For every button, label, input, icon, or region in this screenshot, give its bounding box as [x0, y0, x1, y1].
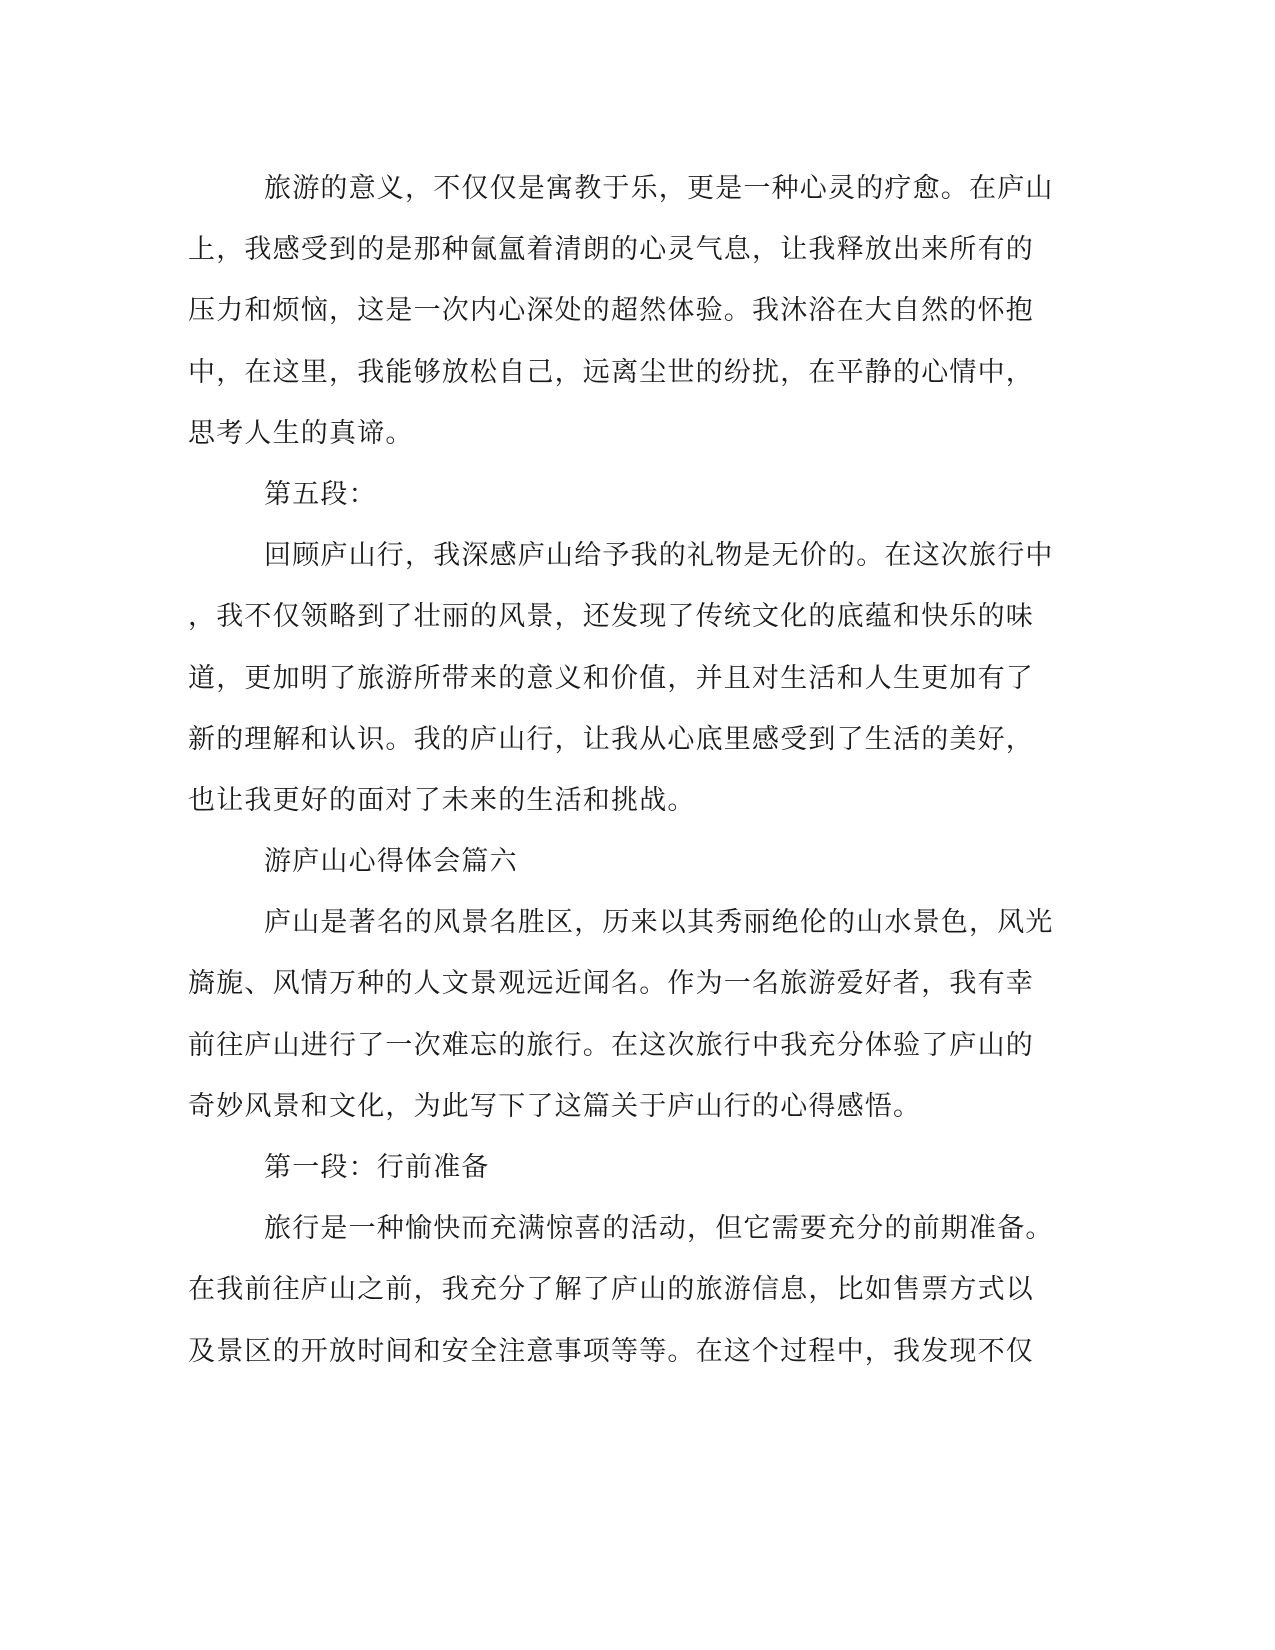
paragraph-line: 在我前往庐山之前，我充分了解了庐山的旅游信息，比如售票方式以 — [188, 1274, 1034, 1306]
paragraph-line: 及景区的开放时间和安全注意事项等等。在这个过程中，我发现不仅 — [188, 1335, 1034, 1367]
paragraph-line: 回顾庐山行，我深感庐山给予我的礼物是无价的。在这次旅行中 — [264, 540, 1054, 572]
paragraph-line: 新的理解和认识。我的庐山行，让我从心底里感受到了生活的美好， — [188, 723, 1034, 755]
paragraph-line: 也让我更好的面对了未来的生活和挑战。 — [188, 784, 696, 816]
paragraph-line: 中，在这里，我能够放松自己，远离尘世的纷扰，在平静的心情中， — [188, 356, 1034, 388]
paragraph-line: 道，更加明了旅游所带来的意义和价值，并且对生活和人生更加有了 — [188, 662, 1034, 694]
paragraph-line: 压力和烦恼，这是一次内心深处的超然体验。我沐浴在大自然的怀抱 — [188, 295, 1034, 327]
paragraph-line: 思考人生的真谛。 — [188, 417, 414, 449]
paragraph-line: 旅游的意义，不仅仅是寓教于乐，更是一种心灵的疗愈。在庐山 — [264, 173, 1054, 204]
section-heading: 第一段：行前准备 — [264, 1152, 490, 1183]
paragraph-line: 奇妙风景和文化，为此写下了这篇关于庐山行的心得感悟。 — [188, 1090, 922, 1122]
article-title: 游庐山心得体会篇六 — [264, 846, 518, 878]
paragraph-line: 前往庐山进行了一次难忘的旅行。在这次旅行中我充分体验了庐山的 — [188, 1029, 1034, 1061]
paragraph-line: 旅行是一种愉快而充满惊喜的活动，但它需要充分的前期准备。 — [264, 1213, 1054, 1245]
paragraph-line: ，我不仅领略到了壮丽的风景，还发现了传统文化的底蕴和快乐的味 — [188, 601, 1034, 633]
paragraph-line: 庐山是著名的风景名胜区，历来以其秀丽绝伦的山水景色，风光 — [264, 907, 1054, 939]
paragraph-line: 上，我感受到的是那种氤氲着清朗的心灵气息，让我释放出来所有的 — [188, 234, 1034, 266]
document-body — [188, 158, 1068, 1382]
section-heading: 第五段： — [264, 478, 377, 510]
paragraph-line: 旖旎、风情万种的人文景观远近闻名。作为一名旅游爱好者，我有幸 — [188, 968, 1034, 1000]
